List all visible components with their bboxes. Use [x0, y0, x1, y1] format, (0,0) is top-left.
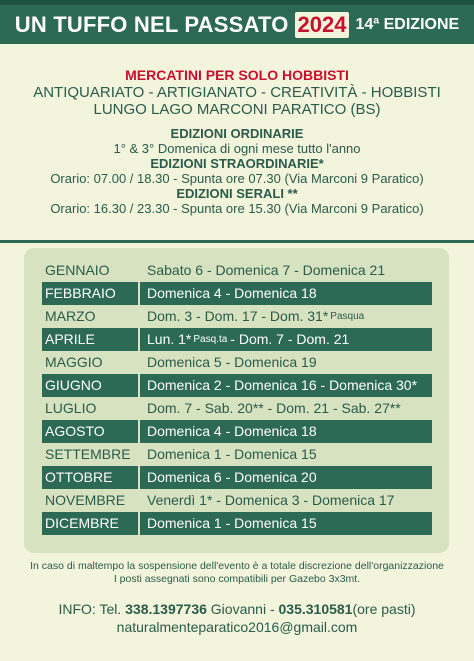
header-banner: [0, 0, 474, 44]
ordinary-title: EDIZIONI ORDINARIE: [170, 126, 304, 141]
calendar-row: [42, 512, 432, 535]
contact-phone-line: [0, 600, 474, 618]
dates-text: Domenica 4 - Domenica 18: [147, 423, 317, 440]
dates-text: Domenica 5 - Domenica 19: [147, 354, 317, 371]
gazebo-note: I posti assegnati sono compatibili per Gazebo 3x3mt.: [113, 573, 361, 585]
ordinary-text: 1° & 3° Domenica di ogni mese tutto l'anno: [113, 141, 361, 156]
calendar-row: [42, 259, 432, 282]
month-name: GENNAIO: [45, 262, 110, 279]
holiday-note: Pasq.ta: [193, 333, 228, 345]
phone-secondary-note: (ore pasti): [352, 601, 416, 617]
calendar-panel: [24, 248, 449, 553]
evening-title: EDIZIONI SERALI **: [176, 186, 298, 201]
dates-text: Dom. 7 - Sab. 20** - Dom. 21 - Sab. 27**: [147, 400, 401, 417]
month-name: APRILE: [42, 328, 138, 351]
calendar-row: [42, 397, 432, 420]
calendar-table: [42, 259, 432, 535]
event-dates: [140, 351, 432, 374]
month-name: FEBBRAIO: [42, 282, 138, 305]
month-name: DICEMBRE: [42, 512, 138, 535]
calendar-row: [42, 305, 432, 328]
calendar-row: [42, 489, 432, 512]
dates-text-after: - Dom. 7 - Dom. 21: [230, 331, 350, 348]
contact-info: [0, 600, 474, 636]
event-year: 2024: [295, 12, 350, 38]
month-name: SETTEMBRE: [45, 446, 131, 463]
event-dates: [140, 374, 432, 397]
dates-text: Domenica 1 - Domenica 15: [147, 515, 317, 532]
weather-note: In caso di maltempo la sospensione dell'evento è a totale discrezione dell'organizzazione: [30, 560, 444, 572]
dates-text: Domenica 1 - Domenica 15: [147, 446, 317, 463]
calendar-row: [42, 466, 432, 489]
dates-text: Sabato 6 - Domenica 7 - Domenica 21: [147, 262, 386, 279]
event-dates: [140, 259, 432, 282]
event-dates: [140, 489, 432, 512]
dates-text: Domenica 6 - Domenica 20: [147, 469, 317, 486]
event-dates: [140, 282, 432, 305]
info-section: [0, 44, 474, 242]
month-name: OTTOBRE: [42, 466, 138, 489]
contact-name: Giovanni -: [210, 601, 275, 617]
month-name: GIUGNO: [42, 374, 138, 397]
phone-primary[interactable]: 338.1397736: [125, 601, 207, 617]
event-dates: [140, 443, 432, 466]
event-dates: [140, 305, 432, 328]
dates-text: Lun. 1*: [147, 331, 192, 348]
event-dates: [140, 397, 432, 420]
subtitle: MERCATINI PER SOLO HOBBISTI: [125, 67, 349, 83]
dates-text: Domenica 2 - Domenica 16 - Domenica 30*: [147, 377, 418, 394]
edition-label: 14ª EDIZIONE: [355, 15, 460, 33]
calendar-row: [42, 351, 432, 374]
event-dates: [140, 420, 432, 443]
month-name: MAGGIO: [45, 354, 103, 371]
month-name: MARZO: [45, 308, 96, 325]
event-dates: [140, 328, 432, 351]
categories-line: ANTIQUARIATO - ARTIGIANATO - CREATIVITÀ - HOBBISTI: [33, 84, 441, 101]
calendar-row: [42, 328, 432, 351]
evening-text: Orario: 16.30 / 23.30 - Spunta ore 15.30 (Via Marconi 9 Paratico): [50, 201, 424, 216]
notes: [0, 560, 474, 586]
calendar-row: [42, 443, 432, 466]
dates-text: Dom. 3 - Dom. 17 - Dom. 31*: [147, 308, 329, 325]
info-label: INFO: Tel.: [58, 601, 122, 617]
calendar-row: [42, 420, 432, 443]
extra-text: Orario: 07.00 / 18.30 - Spunta ore 07.30 (Via Marconi 9 Paratico): [50, 171, 424, 186]
contact-email[interactable]: naturalmenteparatico2016@gmail.com: [116, 619, 358, 635]
location-line: LUNGO LAGO MARCONI PARATICO (BS): [93, 101, 381, 118]
divider: [0, 240, 474, 243]
holiday-note: Pasqua: [330, 310, 365, 322]
event-dates: [140, 466, 432, 489]
event-title: UN TUFFO NEL PASSATO: [14, 11, 289, 37]
month-name: LUGLIO: [45, 400, 97, 417]
dates-text: Domenica 4 - Domenica 18: [147, 285, 317, 302]
calendar-row: [42, 374, 432, 397]
calendar-row: [42, 282, 432, 305]
extra-title: EDIZIONI STRAORDINARIE*: [150, 156, 324, 171]
month-name: AGOSTO: [42, 420, 138, 443]
event-dates: [140, 512, 432, 535]
dates-text: Venerdì 1* - Domenica 3 - Domenica 17: [147, 492, 395, 509]
month-name: NOVEMBRE: [45, 492, 126, 509]
phone-secondary[interactable]: 035.310581: [278, 601, 353, 617]
